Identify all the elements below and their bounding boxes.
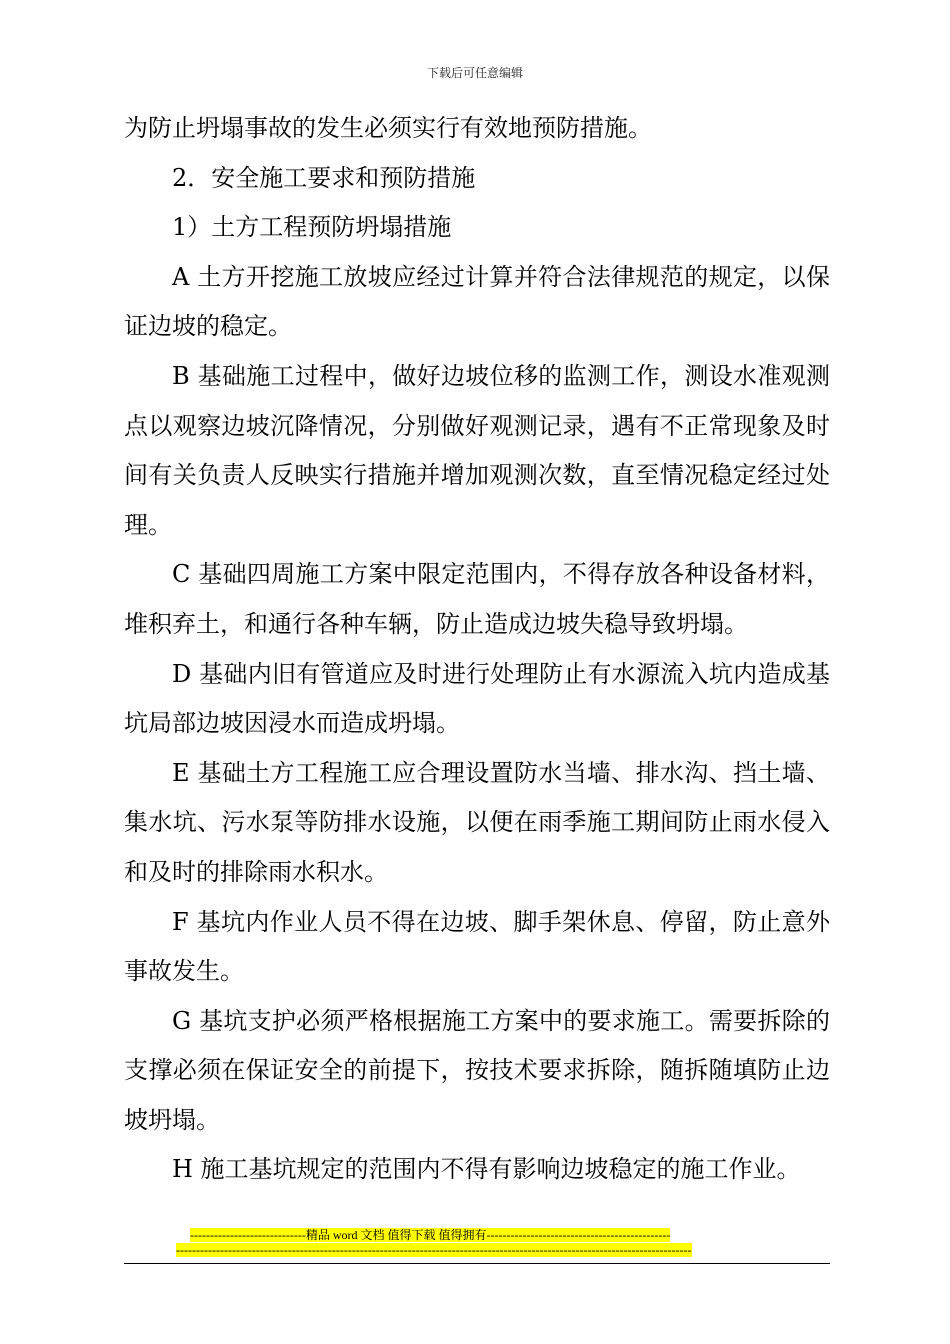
- paragraph-item-b: B 基础施工过程中，做好边坡位移的监测工作，测设水准观测点以观察边坡沉降情况，分别做好观测记录，遇有不正常现象及时间有关负责人反映实行措施并增加观测次数，直至情况稳定经过处理。: [124, 361, 830, 539]
- footer-watermark-line: [124, 1228, 830, 1243]
- paragraph-item-f: F 基坑内作业人员不得在边坡、脚手架休息、停留，防止意外事故发生。: [124, 907, 830, 986]
- footer-rule: [124, 1263, 830, 1264]
- footer-watermark-text: -----------------------------精品 word 文档 值得下载 值得拥有----------------------------------------------: [190, 1228, 671, 1242]
- page-footer: [124, 1228, 830, 1258]
- paragraph-item-e: E 基础土方工程施工应合理设置防水当墙、排水沟、挡土墙、集水坑、污水泵等防排水设施，以便在雨季施工期间防止雨水侵入和及时的排除雨水积水。: [124, 758, 830, 886]
- section-heading: 2．安全施工要求和预防措施: [172, 163, 476, 192]
- paragraph-item-d: D 基础内旧有管道应及时进行处理防止有水源流入坑内造成基坑局部边坡因浸水而造成坍塌。: [124, 659, 830, 738]
- footer-dash-text: ---------------------------------------------------------------------------------------------------------------------------------: [176, 1243, 692, 1257]
- paragraph-item-h: H 施工基坑规定的范围内不得有影响边坡稳定的施工作业。: [172, 1155, 801, 1184]
- paragraph-item-c: C 基础四周施工方案中限定范围内，不得存放各种设备材料，堆积弃土，和通行各种车辆，防止造成边坡失稳导致坍塌。: [124, 560, 830, 638]
- paragraph-item-g: G 基坑支护必须严格根据施工方案中的要求施工。需要拆除的支撑必须在保证安全的前提下，按技术要求拆除，随拆随填防止边坡坍塌。: [124, 1006, 830, 1134]
- document-body: [124, 104, 830, 1195]
- paragraph-item-a: A 土方开挖施工放坡应经过计算并符合法律规范的规定，以保证边坡的稳定。: [124, 262, 830, 341]
- paragraph-intro: 为防止坍塌事故的发生必须实行有效地预防措施。: [124, 114, 652, 142]
- page-header: 下载后可任意编辑: [426, 66, 523, 80]
- subsection-heading: 1）土方工程预防坍塌措施: [172, 213, 452, 242]
- footer-dash-line: [124, 1243, 830, 1258]
